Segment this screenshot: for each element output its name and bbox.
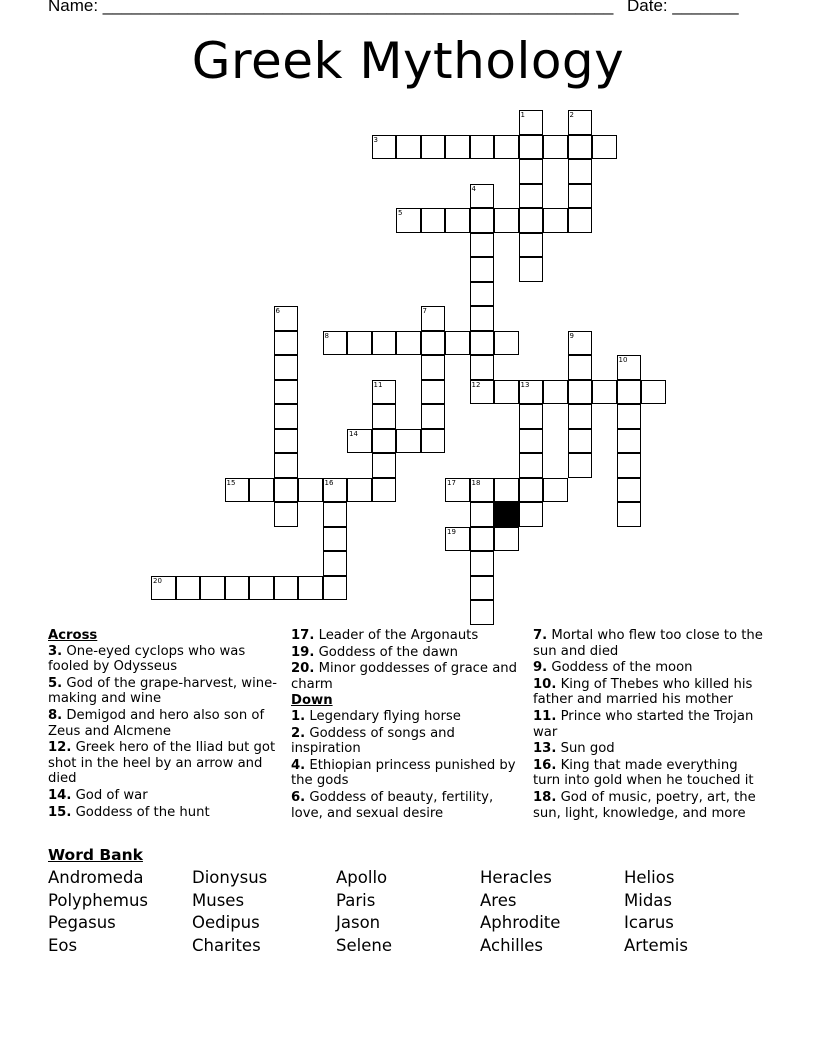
crossword-cell[interactable] bbox=[568, 453, 593, 478]
crossword-cell[interactable] bbox=[592, 380, 617, 405]
crossword-cell[interactable] bbox=[470, 208, 495, 233]
crossword-cell[interactable] bbox=[470, 527, 495, 552]
crossword-cell[interactable] bbox=[494, 527, 519, 552]
crossword-cell[interactable] bbox=[568, 159, 593, 184]
crossword-cell[interactable] bbox=[519, 429, 544, 454]
clue-number: 3 bbox=[373, 135, 378, 144]
crossword-cell[interactable] bbox=[372, 331, 397, 356]
crossword-cell[interactable] bbox=[519, 380, 544, 405]
word-bank-item: Helios bbox=[624, 868, 675, 887]
clue-number: 1 bbox=[520, 111, 525, 119]
word-bank-item: Ares bbox=[480, 890, 517, 910]
clue-down-18: 18. God of music, poetry, art, the sun, light, knowledge, and more bbox=[533, 789, 756, 821]
word-bank-item: Oedipus bbox=[192, 913, 260, 933]
crossword-cell[interactable] bbox=[323, 527, 348, 552]
word-bank-item: Eos bbox=[48, 935, 78, 955]
crossword-cell[interactable] bbox=[372, 404, 397, 429]
crossword-cell[interactable] bbox=[421, 404, 446, 429]
crossword-cell[interactable] bbox=[200, 576, 225, 601]
crossword-cell[interactable] bbox=[445, 527, 470, 552]
crossword-cell[interactable] bbox=[225, 576, 250, 601]
crossword-cell[interactable] bbox=[274, 453, 299, 478]
crossword-cell[interactable] bbox=[568, 184, 593, 209]
word-bank-item: Aphrodite bbox=[480, 913, 561, 933]
word-bank-item: Artemis bbox=[624, 935, 688, 955]
crossword-cell[interactable] bbox=[617, 453, 642, 478]
crossword-cell[interactable] bbox=[592, 135, 617, 160]
crossword-cell[interactable] bbox=[568, 110, 593, 135]
clue-across-8: 8. Demigod and hero also son of Zeus and Alcmene bbox=[48, 707, 265, 739]
clue-number: 4 bbox=[471, 184, 476, 193]
clue-across-14: 14. God of war bbox=[48, 787, 148, 803]
clue-number: 7 bbox=[422, 307, 427, 315]
crossword-cell[interactable] bbox=[372, 453, 397, 478]
clue-across-19: 19. Goddess of the dawn bbox=[291, 644, 458, 660]
clue-across-15: 15. Goddess of the hunt bbox=[48, 804, 210, 820]
crossword-cell[interactable] bbox=[519, 159, 544, 184]
crossword-cell[interactable] bbox=[568, 429, 593, 454]
crossword-cell[interactable] bbox=[372, 478, 397, 503]
crossword-cell[interactable] bbox=[323, 551, 348, 576]
crossword-cell[interactable] bbox=[617, 429, 642, 454]
crossword-cell[interactable] bbox=[519, 478, 544, 503]
clue-down-11: 11. Prince who started the Trojan war bbox=[533, 708, 754, 740]
crossword-cell[interactable] bbox=[617, 502, 642, 527]
clue-down-4: 4. Ethiopian princess punished by the gods bbox=[291, 757, 516, 789]
crossword-cell[interactable] bbox=[274, 404, 299, 429]
crossword-cell[interactable] bbox=[470, 184, 495, 209]
crossword-cell[interactable] bbox=[176, 576, 201, 601]
crossword-cell[interactable] bbox=[421, 331, 446, 356]
crossword-cell[interactable] bbox=[421, 355, 446, 380]
crossword-cell[interactable] bbox=[274, 478, 299, 503]
crossword-cell[interactable] bbox=[470, 551, 495, 576]
crossword-cell[interactable] bbox=[372, 429, 397, 454]
crossword-cell[interactable] bbox=[151, 576, 176, 601]
clue-number: 10 bbox=[618, 356, 628, 364]
word-bank-item: Paris bbox=[336, 890, 376, 910]
clue-across-20: 20. Minor goddesses of grace and charm bbox=[291, 661, 518, 692]
crossword-cell[interactable] bbox=[519, 502, 544, 527]
clue-across-12: 12. Greek hero of the Iliad but got shot in the heel by an arrow and died bbox=[48, 740, 276, 787]
clues-column-2 bbox=[291, 628, 523, 822]
crossword-cell[interactable] bbox=[519, 184, 544, 209]
crossword-cell[interactable] bbox=[421, 135, 446, 160]
crossword-cell[interactable] bbox=[470, 355, 495, 380]
crossword-cell[interactable] bbox=[274, 502, 299, 527]
crossword-cell[interactable] bbox=[470, 257, 495, 282]
crossword-cell[interactable] bbox=[470, 478, 495, 503]
crossword-cell[interactable] bbox=[445, 135, 470, 160]
crossword-cell[interactable] bbox=[396, 208, 421, 233]
crossword-cell[interactable] bbox=[396, 429, 421, 454]
crossword-cell[interactable] bbox=[470, 600, 495, 625]
crossword-cell[interactable] bbox=[274, 331, 299, 356]
crossword-cell[interactable] bbox=[494, 331, 519, 356]
clue-down-7: 7. Mortal who flew too close to the sun and died bbox=[533, 628, 763, 659]
crossword-cell[interactable] bbox=[274, 380, 299, 405]
crossword-cell[interactable] bbox=[274, 355, 299, 380]
clue-number: 16 bbox=[324, 478, 334, 487]
crossword-cell[interactable] bbox=[494, 380, 519, 405]
crossword-cell[interactable] bbox=[568, 404, 593, 429]
crossword-cell[interactable] bbox=[445, 478, 470, 503]
crossword-cell[interactable] bbox=[298, 478, 323, 503]
word-bank-item: Jason bbox=[336, 913, 381, 933]
crossword-cell[interactable] bbox=[617, 478, 642, 503]
crossword-cell[interactable] bbox=[543, 380, 568, 405]
crossword-cell[interactable] bbox=[543, 478, 568, 503]
word-bank-item: Polyphemus bbox=[48, 890, 149, 910]
crossword-cell[interactable] bbox=[568, 208, 593, 233]
crossword-cell[interactable] bbox=[470, 135, 495, 160]
crossword-cell[interactable] bbox=[641, 380, 666, 405]
crossword-cell[interactable] bbox=[617, 404, 642, 429]
crossword-cell[interactable] bbox=[617, 380, 642, 405]
clue-number: 13 bbox=[520, 380, 530, 389]
crossword-cell[interactable] bbox=[470, 576, 495, 601]
clue-down-1: 1. Legendary flying horse bbox=[291, 708, 461, 724]
crossword-cell[interactable] bbox=[519, 110, 544, 135]
word-bank-item: Heracles bbox=[480, 868, 552, 887]
down-heading: Down bbox=[291, 693, 333, 709]
crossword-cell[interactable] bbox=[274, 429, 299, 454]
crossword-cell[interactable] bbox=[225, 478, 250, 503]
crossword-cell[interactable] bbox=[421, 306, 446, 331]
crossword-cell[interactable] bbox=[543, 135, 568, 160]
crossword-cell[interactable] bbox=[519, 404, 544, 429]
crossword-cell[interactable] bbox=[568, 331, 593, 356]
page-title: Greek Mythology bbox=[191, 32, 625, 90]
crossword-cell[interactable] bbox=[347, 429, 372, 454]
date-line[interactable]: Date: _______ bbox=[627, 0, 739, 15]
word-bank-item: Achilles bbox=[480, 935, 544, 955]
crossword-cell[interactable] bbox=[519, 233, 544, 258]
crossword-cell[interactable] bbox=[470, 502, 495, 527]
clue-down-16: 16. King that made everything turn into gold when he touched it bbox=[533, 757, 754, 789]
crossword-cell[interactable] bbox=[568, 380, 593, 405]
clue-number: 19 bbox=[447, 527, 456, 536]
crossword-cell[interactable] bbox=[470, 380, 495, 405]
crossword-cell[interactable] bbox=[298, 576, 323, 601]
crossword-cell[interactable] bbox=[396, 135, 421, 160]
crossword-cell[interactable] bbox=[421, 208, 446, 233]
word-bank-item: Charites bbox=[192, 935, 261, 955]
clue-across-17: 17. Leader of the Argonauts bbox=[291, 628, 479, 643]
crossword-cell[interactable] bbox=[421, 429, 446, 454]
clue-across-5: 5. God of the grape-harvest, wine-making and wine bbox=[48, 675, 277, 707]
crossword-cell[interactable] bbox=[470, 306, 495, 331]
word-bank-item: Dionysus bbox=[192, 868, 268, 887]
crossword-cell[interactable] bbox=[519, 257, 544, 282]
crossword-cell[interactable] bbox=[494, 135, 519, 160]
clue-number: 8 bbox=[324, 331, 329, 340]
crossword-cell[interactable] bbox=[543, 208, 568, 233]
word-bank-item: Apollo bbox=[336, 868, 388, 887]
crossword-cell[interactable] bbox=[396, 331, 421, 356]
clue-down-9: 9. Goddess of the moon bbox=[533, 660, 693, 676]
name-line[interactable]: Name: ______________________________________________________ bbox=[48, 0, 614, 15]
word-bank-item: Andromeda bbox=[48, 868, 144, 887]
clue-down-6: 6. Goddess of beauty, fertility, love, and sexual desire bbox=[291, 789, 494, 821]
crossword-cell[interactable] bbox=[568, 135, 593, 160]
black-square bbox=[494, 502, 519, 527]
clue-number: 15 bbox=[226, 478, 236, 487]
clue-down-13: 13. Sun god bbox=[533, 741, 615, 757]
word-bank-item: Pegasus bbox=[48, 913, 116, 933]
crossword-cell[interactable] bbox=[274, 306, 299, 331]
crossword-cell[interactable] bbox=[347, 331, 372, 356]
crossword-cell[interactable] bbox=[470, 331, 495, 356]
crossword-cell[interactable] bbox=[274, 576, 299, 601]
word-bank-item: Muses bbox=[192, 890, 245, 910]
clue-number: 6 bbox=[275, 307, 280, 315]
clues-column-1 bbox=[48, 628, 280, 821]
crossword-cell[interactable] bbox=[445, 208, 470, 233]
crossword-cell[interactable] bbox=[347, 478, 372, 503]
crossword-cell[interactable] bbox=[372, 135, 397, 160]
crossword-cell[interactable] bbox=[470, 233, 495, 258]
word-bank-item: Selene bbox=[336, 935, 392, 955]
clues-column-3 bbox=[533, 628, 765, 822]
clue-across-3: 3. One-eyed cyclops who was fooled by Odysseus bbox=[48, 643, 246, 675]
clue-number: 2 bbox=[569, 111, 574, 119]
crossword-cell[interactable] bbox=[494, 208, 519, 233]
word-bank-item: Icarus bbox=[624, 913, 674, 933]
crossword-cell[interactable] bbox=[421, 380, 446, 405]
clue-number: 11 bbox=[373, 380, 383, 389]
crossword-cell[interactable] bbox=[470, 282, 495, 307]
clue-number: 20 bbox=[153, 576, 162, 585]
clue-number: 12 bbox=[471, 380, 481, 389]
crossword-cell[interactable] bbox=[372, 380, 397, 405]
crossword-cell[interactable] bbox=[249, 478, 274, 503]
clue-number: 14 bbox=[349, 429, 358, 438]
clue-number: 17 bbox=[447, 478, 456, 487]
word-bank-item: Midas bbox=[624, 890, 673, 910]
crossword-cell[interactable] bbox=[519, 208, 544, 233]
crossword-cell[interactable] bbox=[568, 355, 593, 380]
crossword-cell[interactable] bbox=[617, 355, 642, 380]
crossword-cell[interactable] bbox=[519, 453, 544, 478]
word-bank-title: Word Bank bbox=[48, 846, 143, 864]
crossword-cell[interactable] bbox=[249, 576, 274, 601]
word-bank bbox=[48, 868, 768, 958]
clue-down-10: 10. King of Thebes who killed his father and married his mother bbox=[533, 676, 753, 708]
clue-down-2: 2. Goddess of songs and inspiration bbox=[291, 725, 455, 757]
crossword-cell[interactable] bbox=[323, 331, 348, 356]
crossword-cell[interactable] bbox=[494, 478, 519, 503]
clue-number: 9 bbox=[569, 331, 574, 340]
crossword-cell[interactable] bbox=[323, 576, 348, 601]
crossword-cell[interactable] bbox=[323, 478, 348, 503]
across-heading: Across bbox=[48, 628, 98, 643]
crossword-cell[interactable] bbox=[519, 135, 544, 160]
clue-number: 18 bbox=[471, 478, 481, 487]
clue-number: 5 bbox=[398, 209, 403, 217]
crossword-cell[interactable] bbox=[323, 502, 348, 527]
crossword-cell[interactable] bbox=[445, 331, 470, 356]
